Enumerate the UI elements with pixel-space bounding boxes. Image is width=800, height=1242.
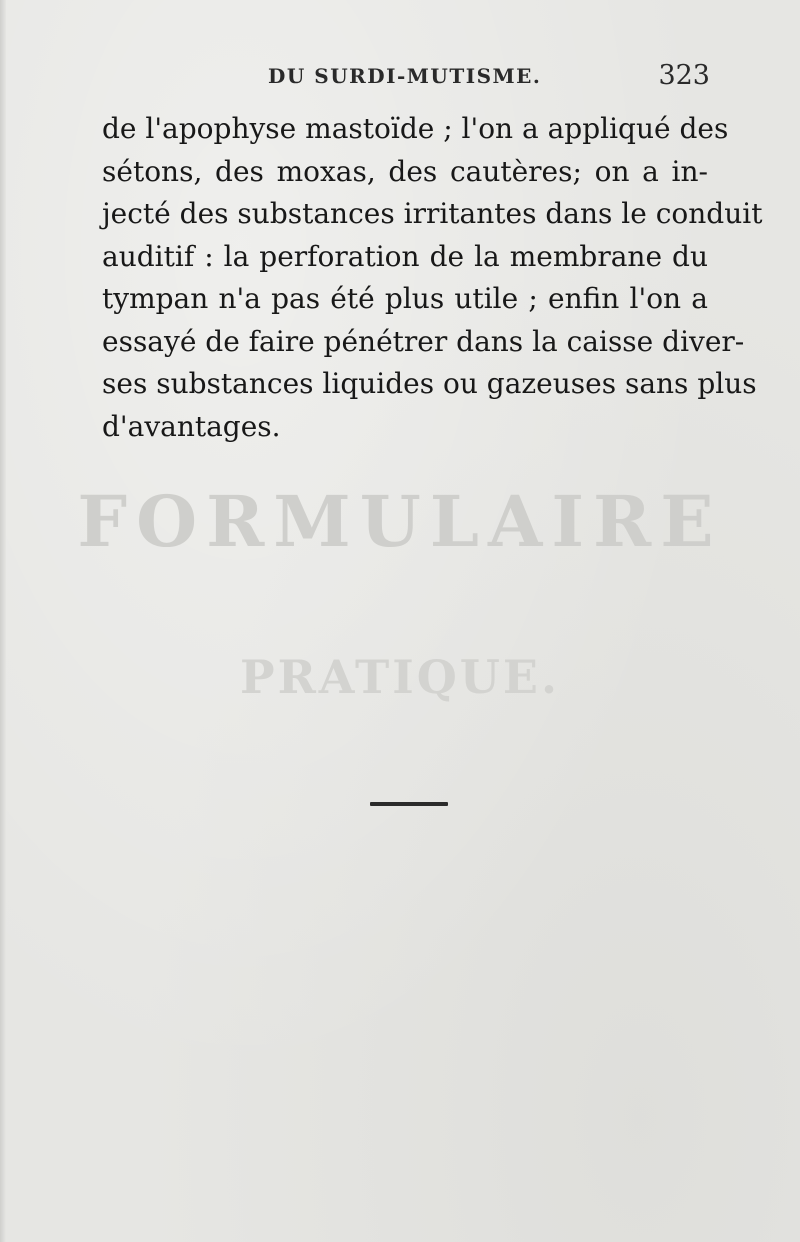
- section-rule: [370, 802, 448, 806]
- body-paragraph: [102, 108, 763, 448]
- text-line: d'avantages.: [102, 409, 281, 443]
- text-line: auditif : la perforation de la membrane du: [102, 239, 708, 273]
- running-head: [100, 60, 710, 94]
- show-through-subheading: PRATIQUE.: [239, 650, 560, 704]
- running-title: DU SURDI-MUTISME.: [268, 64, 542, 88]
- page-number: 323: [658, 60, 710, 91]
- page-gutter: [0, 0, 6, 1242]
- text-line: ses substances liquides ou gazeuses sans plus: [102, 367, 757, 400]
- text-line: essayé de faire pénétrer dans la caisse diver-: [102, 324, 745, 358]
- text-line: tympan n'a pas été plus utile ; enfin l'on a: [102, 282, 708, 315]
- text-line: sétons, des moxas, des cautères; on a in-: [102, 154, 708, 188]
- text-line: jecté des substances irritantes dans le conduit: [102, 197, 763, 230]
- text-line: de l'apophyse mastoïde ; l'on a appliqué des: [102, 112, 729, 145]
- show-through-heading: FORMULAIRE: [77, 480, 723, 563]
